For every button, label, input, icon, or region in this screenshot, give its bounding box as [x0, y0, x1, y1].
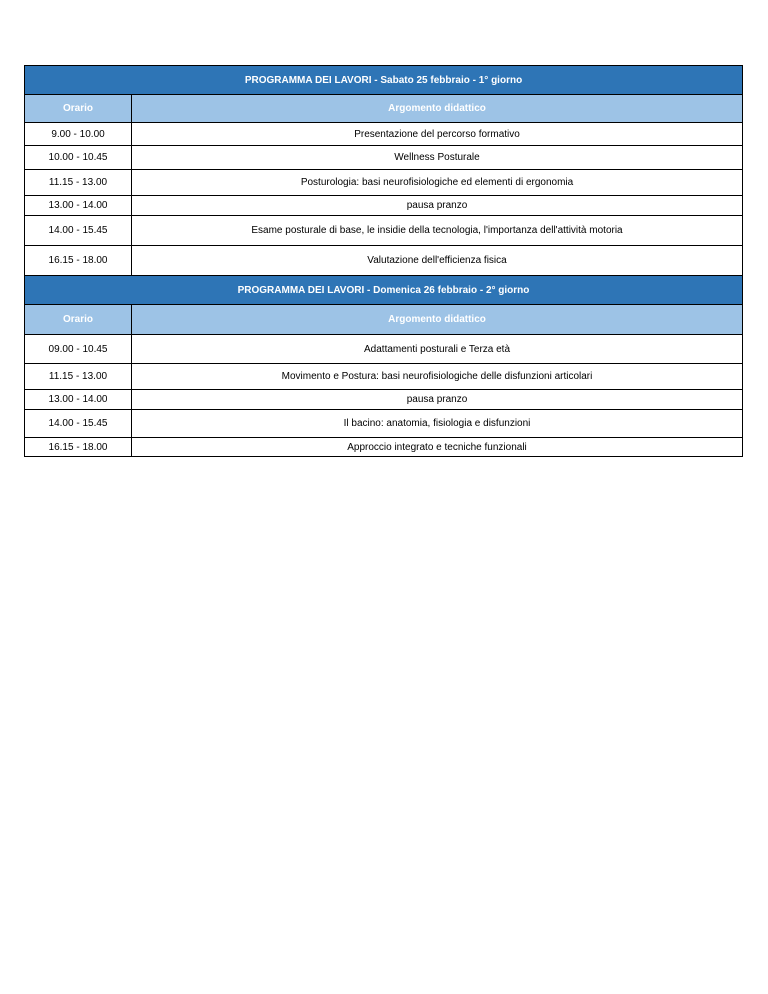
- column-header-topic: Argomento didattico: [132, 305, 743, 335]
- time-cell: 11.15 - 13.00: [25, 364, 132, 390]
- table-row: [25, 390, 743, 410]
- time-cell: 16.15 - 18.00: [25, 246, 132, 276]
- time-cell: 16.15 - 18.00: [25, 438, 132, 457]
- time-cell: 13.00 - 14.00: [25, 196, 132, 216]
- column-header-time: Orario: [25, 305, 132, 335]
- column-header-time: Orario: [25, 95, 132, 123]
- day-1-title: PROGRAMMA DEI LAVORI - Sabato 25 febbraio - 1° giorno: [25, 66, 743, 95]
- time-cell: 11.15 - 13.00: [25, 170, 132, 196]
- topic-cell: Movimento e Postura: basi neurofisiologiche delle disfunzioni articolari: [132, 364, 743, 390]
- topic-cell: Wellness Posturale: [132, 146, 743, 170]
- topic-cell: Approccio integrato e tecniche funzionali: [132, 438, 743, 457]
- table-row: [25, 364, 743, 390]
- topic-cell: Il bacino: anatomia, fisiologia e disfunzioni: [132, 410, 743, 438]
- topic-cell: Esame posturale di base, le insidie della tecnologia, l'importanza dell'attività motoria: [132, 216, 743, 246]
- table-row: [25, 123, 743, 146]
- table-row: [25, 170, 743, 196]
- time-cell: 10.00 - 10.45: [25, 146, 132, 170]
- time-cell: 13.00 - 14.00: [25, 390, 132, 410]
- table-row: [25, 146, 743, 170]
- time-cell: 14.00 - 15.45: [25, 216, 132, 246]
- time-cell: 9.00 - 10.00: [25, 123, 132, 146]
- column-header-row: [25, 305, 743, 335]
- table-row: [25, 438, 743, 457]
- column-header-row: [25, 95, 743, 123]
- time-cell: 14.00 - 15.45: [25, 410, 132, 438]
- day-title-row: [25, 276, 743, 305]
- day-2-title: PROGRAMMA DEI LAVORI - Domenica 26 febbraio - 2° giorno: [25, 276, 743, 305]
- table-row: [25, 335, 743, 364]
- topic-cell: Posturologia: basi neurofisiologiche ed elementi di ergonomia: [132, 170, 743, 196]
- time-cell: 09.00 - 10.45: [25, 335, 132, 364]
- topic-cell: pausa pranzo: [132, 196, 743, 216]
- schedule-table: [24, 65, 743, 457]
- topic-cell: Adattamenti posturali e Terza età: [132, 335, 743, 364]
- table-row: [25, 196, 743, 216]
- column-header-topic: Argomento didattico: [132, 95, 743, 123]
- table-row: [25, 246, 743, 276]
- day-title-row: [25, 66, 743, 95]
- table-row: [25, 410, 743, 438]
- topic-cell: Valutazione dell'efficienza fisica: [132, 246, 743, 276]
- table-row: [25, 216, 743, 246]
- topic-cell: Presentazione del percorso formativo: [132, 123, 743, 146]
- topic-cell: pausa pranzo: [132, 390, 743, 410]
